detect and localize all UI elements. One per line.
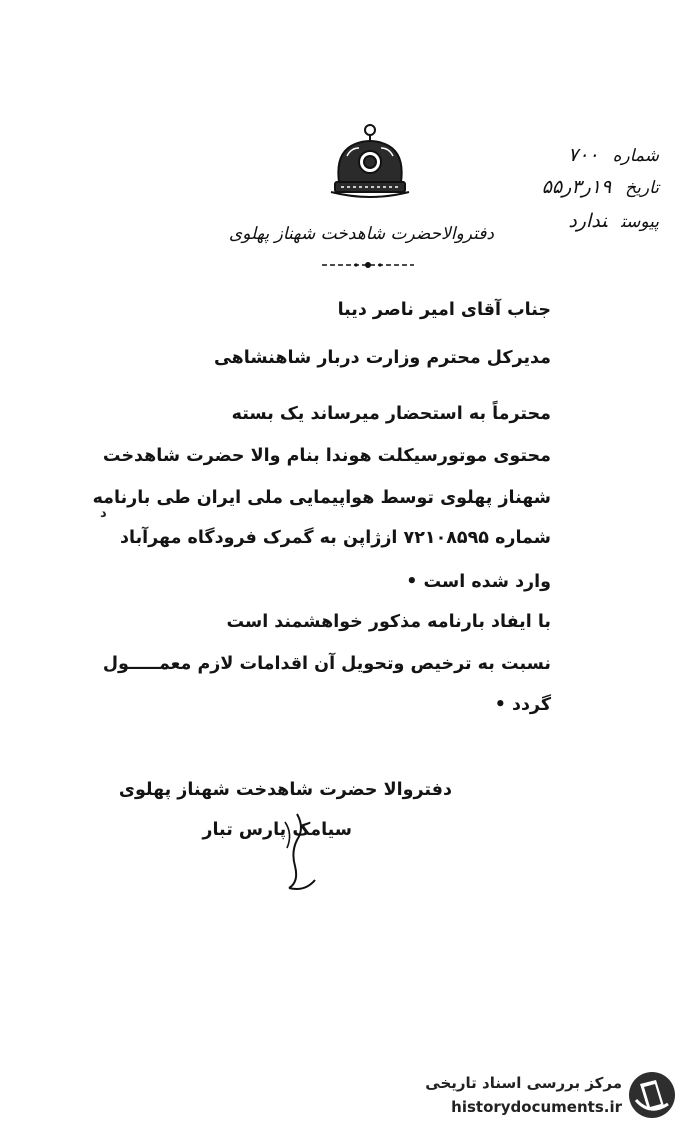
reference-date-value: ۱۹ر۳ر۵۵ <box>541 176 612 198</box>
reference-date <box>542 176 659 198</box>
office-title: دفتروالاحضرت شاهدخت شهناز پهلوی <box>228 224 494 244</box>
reference-attachment <box>568 210 659 232</box>
archive-website: historydocuments.ir <box>451 1098 622 1116</box>
addressee-title: مدیرکل محترم وزارت دربار شاهنشاهی <box>213 348 551 368</box>
body-line: شهناز پهلوی توسط هواپیمایی ملی ایران طی بارنامه <box>92 488 551 508</box>
archive-logo-icon <box>626 1070 678 1120</box>
archive-watermark <box>410 1064 690 1124</box>
reference-number-value: ۷۰۰ <box>568 144 599 166</box>
body-line: محتوی موتورسیکلت هوندا بنام والا حضرت شاهدخت <box>102 446 551 466</box>
body-line: شماره ۷۲۱۰۸۵۹۵ ازژاپن به گمرک فرودگاه مهرآباد <box>120 528 551 548</box>
addressee-name: جناب آقای امیر ناصر دیبا <box>337 300 551 320</box>
archive-name: مرکز بررسی اسناد تاریخی <box>425 1074 622 1092</box>
body-line: با ایفاد بارنامه مذکور خواهشمند است <box>226 612 551 632</box>
crown-emblem-icon <box>325 122 415 204</box>
reference-number <box>568 144 659 166</box>
reference-attachment-value: ندارد <box>568 210 607 232</box>
reference-date-label: تاریخ <box>625 178 659 198</box>
body-line: محترماً به استحضار میرساند یک بسته <box>231 404 551 424</box>
signature-office: دفتروالا حضرت شاهدخت شهناز پهلوی <box>118 780 452 800</box>
ornament-divider <box>318 258 418 272</box>
body-line: گردد • <box>494 695 551 715</box>
reference-attachment-label: پیوست <box>620 212 659 232</box>
signatory-name: سیامک پارس تبار <box>202 820 352 840</box>
body-line: وارد شده است • <box>406 572 551 592</box>
handwritten-signature <box>275 808 335 898</box>
reference-number-label: شماره <box>612 146 659 166</box>
body-line: نسبت به ترخیص وتحویل آن اقدامات لازم معمـــــول <box>102 654 551 674</box>
body-correction-mark: د <box>100 506 107 521</box>
